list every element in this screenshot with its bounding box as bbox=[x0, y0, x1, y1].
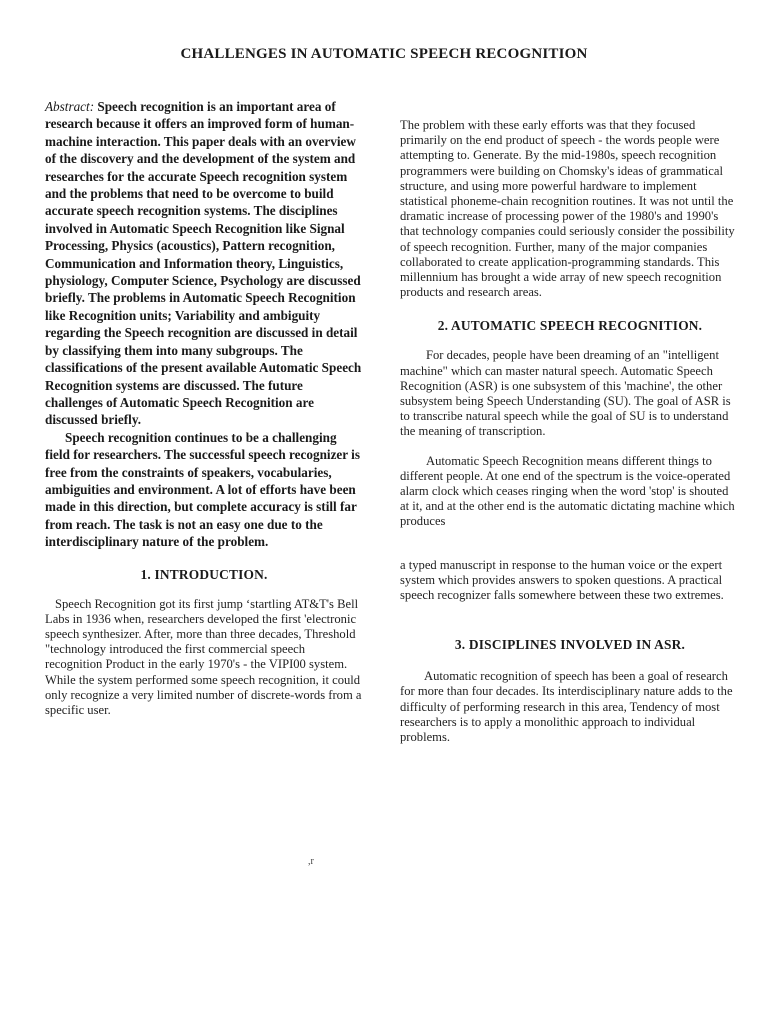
abstract-paragraph-2: Speech recognition continues to be a challenging field for researchers. The successful speech recognizer is free from the constraints of speakers, vocabularies, ambiguities and environment. A lot of efforts have been made in this direction, but complete accuracy is still far from reach. The task is not an easy one due to the interdisciplinary nature of the problem. bbox=[45, 429, 360, 550]
introduction-paragraph-2: The problem with these early efforts was that they focused primarily on the end product of speech - the words people were attempting to. Generate. By the mid-1980s, speech recognition programmers were building on Chomsky's ideas of grammatical structure, and using more powerful hardware to implement statistical phoneme-chain recognition routines. It was not until the dramatic increase of processing power of the 1980's and 1990's that technology companies could seriously consider the possibility of speech recognition. Further, many of the major companies collaborated to create application-programming standards. This millennium has brought a wide array of new speech recognition products and research areas. bbox=[400, 118, 735, 300]
abstract-paragraph bbox=[45, 98, 363, 429]
abstract-text: Speech recognition is an important area of research because it offers an improved form of human-machine interaction. This paper deals with an overview of the discovery and the development of the system and researches for the accurate Speech recognition system and the problems that need to be overcome to build accurate speech recognition systems. The disciplines involved in Automatic Speech Recognition like Signal Processing, Physics (acoustics), Pattern recognition, Communication and Information theory, Linguistics, physiology, Computer Science, Psychology are discussed briefly. The problems in Automatic Speech Recognition like Recognition units; Variability and ambiguity regarding the Speech recognition are discussed in detail by classifying them into many subgroups. The classifications of the present available Automatic Speech Recognition systems are discussed. The future challenges of Automatic Speech Recognition are discussed briefly. bbox=[45, 99, 362, 428]
section-heading-disciplines: 3. DISCIPLINES INVOLVED IN ASR. bbox=[454, 637, 686, 653]
stray-mark: ,r bbox=[308, 856, 314, 867]
section-heading-introduction: 1. INTRODUCTION. bbox=[140, 566, 268, 582]
asr-paragraph-1: For decades, people have been dreaming of an "intelligent machine" which can master natural speech. Automatic Speech Recognition (ASR) is one subsystem of this 'machine', the other subsystem being Speech Understanding (SU). The goal of ASR is to transcribe natural speech while the goal of SU is to understand the meaning of transcription. bbox=[400, 348, 731, 439]
disciplines-paragraph-1: Automatic recognition of speech has been a goal of research for more than four decades. Its interdisciplinary nature adds to the difficulty of performing research in this area, Tendency of most researchers is to apply a monolithic approach to individual problems. bbox=[400, 669, 733, 745]
paper-title: CHALLENGES IN AUTOMATIC SPEECH RECOGNITION bbox=[180, 46, 588, 62]
asr-paragraph-2: Automatic Speech Recognition means different things to different people. At one end of the spectrum is the voice-operated alarm clock which ceases ringing when the word 'stop' is shouted at it, and at the other end is the automatic dictating machine which produces bbox=[400, 453, 735, 529]
left-column bbox=[45, 98, 363, 718]
section-heading-asr: 2. AUTOMATIC SPEECH RECOGNITION. bbox=[437, 318, 703, 334]
right-column bbox=[400, 118, 740, 745]
asr-paragraph-2-continued: a typed manuscript in response to the human voice or the expert system which provides answers to spoken questions. A practical speech recognizer falls somewhere between these two extremes. bbox=[400, 557, 724, 603]
abstract-label: Abstract: bbox=[45, 99, 95, 114]
introduction-paragraph-1: Speech Recognition got its first jump ‘startling AT&T's Bell Labs in 1936 when, researchers developed the first 'electronic speech synthesizer. After, more than three decades, Threshold "technology introduced the first commercial speech recognition Product in the early 1970's - the VIPI00 system. While the system performed some speech recognition, it could only recognize a very limited number of discrete-words from a specific user. bbox=[45, 596, 362, 717]
